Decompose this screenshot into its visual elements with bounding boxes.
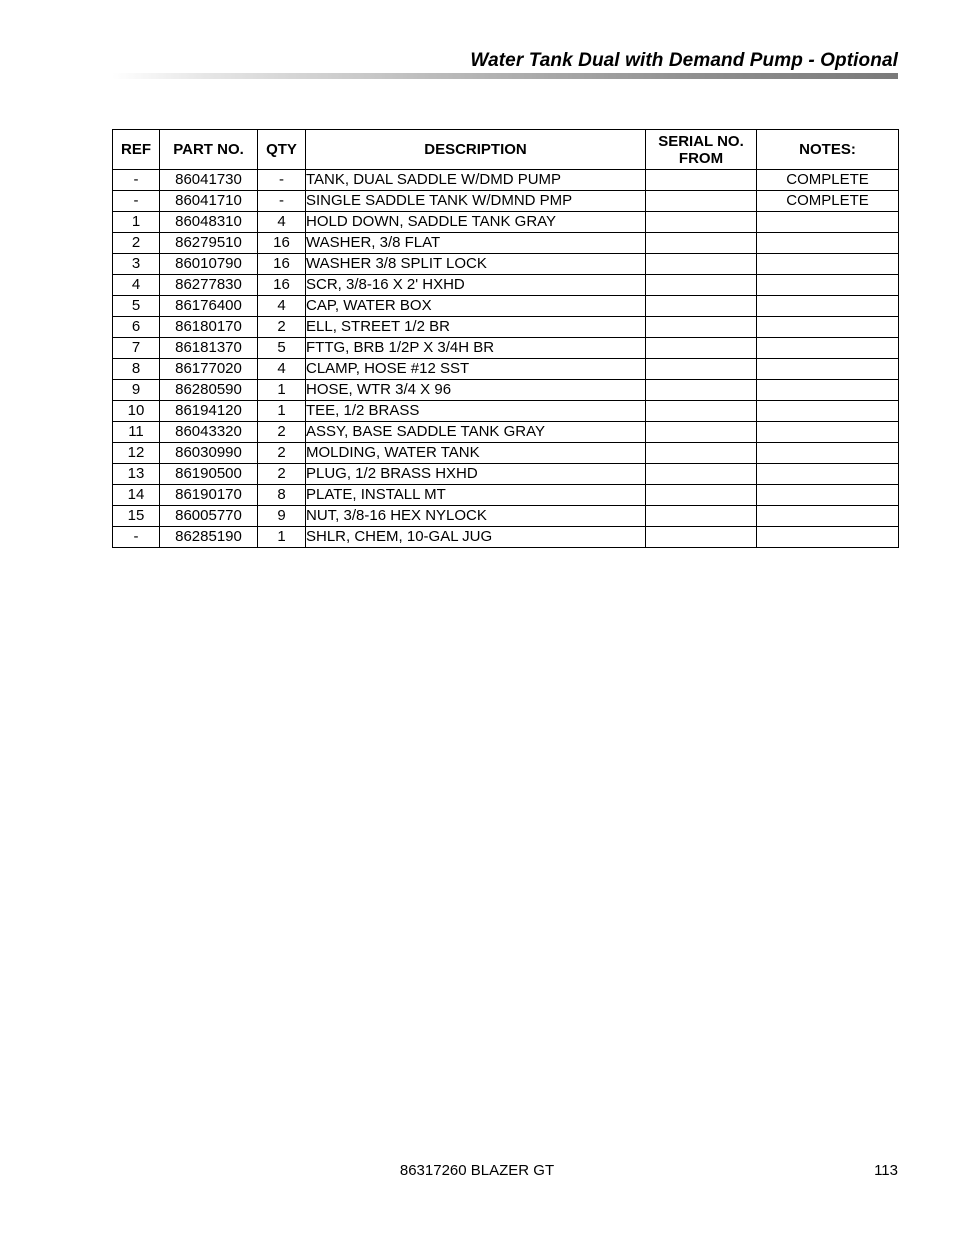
cell-notes <box>757 464 899 485</box>
cell-serial-from <box>646 338 757 359</box>
column-header-ref: REF <box>113 130 160 170</box>
cell-part-no: 86041710 <box>160 191 258 212</box>
cell-serial-from <box>646 317 757 338</box>
cell-description: WASHER, 3/8 FLAT <box>306 233 646 254</box>
page-title: Water Tank Dual with Demand Pump - Optional <box>470 50 898 71</box>
cell-serial-from <box>646 254 757 275</box>
cell-ref: 14 <box>113 485 160 506</box>
parts-table <box>112 129 899 548</box>
cell-description: CLAMP, HOSE #12 SST <box>306 359 646 380</box>
cell-qty: 2 <box>258 422 306 443</box>
cell-serial-from <box>646 401 757 422</box>
cell-qty: 4 <box>258 359 306 380</box>
cell-description: TEE, 1/2 BRASS <box>306 401 646 422</box>
cell-notes <box>757 422 899 443</box>
cell-part-no: 86043320 <box>160 422 258 443</box>
cell-notes <box>757 275 899 296</box>
cell-qty: 16 <box>258 275 306 296</box>
cell-part-no: 86190170 <box>160 485 258 506</box>
cell-serial-from <box>646 212 757 233</box>
cell-ref: 7 <box>113 338 160 359</box>
cell-ref: 12 <box>113 443 160 464</box>
cell-description: HOSE, WTR 3/4 X 96 <box>306 380 646 401</box>
cell-ref: 13 <box>113 464 160 485</box>
table-row <box>113 191 899 212</box>
cell-serial-from <box>646 443 757 464</box>
cell-serial-from <box>646 422 757 443</box>
table-header-row <box>113 130 899 170</box>
column-header-description: DESCRIPTION <box>306 130 646 170</box>
cell-notes <box>757 296 899 317</box>
cell-serial-from <box>646 170 757 191</box>
cell-qty: 2 <box>258 317 306 338</box>
cell-ref: 5 <box>113 296 160 317</box>
cell-description: PLATE, INSTALL MT <box>306 485 646 506</box>
column-header-notes: NOTES: <box>757 130 899 170</box>
table-row <box>113 338 899 359</box>
cell-ref: 15 <box>113 506 160 527</box>
cell-notes <box>757 212 899 233</box>
table-row <box>113 464 899 485</box>
cell-part-no: 86280590 <box>160 380 258 401</box>
cell-notes <box>757 506 899 527</box>
cell-part-no: 86041730 <box>160 170 258 191</box>
cell-qty: 2 <box>258 443 306 464</box>
cell-description: NUT, 3/8-16 HEX NYLOCK <box>306 506 646 527</box>
cell-part-no: 86048310 <box>160 212 258 233</box>
cell-notes <box>757 317 899 338</box>
cell-notes <box>757 254 899 275</box>
cell-qty: - <box>258 191 306 212</box>
table-row <box>113 233 899 254</box>
cell-part-no: 86180170 <box>160 317 258 338</box>
column-header-qty: QTY <box>258 130 306 170</box>
cell-description: HOLD DOWN, SADDLE TANK GRAY <box>306 212 646 233</box>
cell-description: PLUG, 1/2 BRASS HXHD <box>306 464 646 485</box>
cell-part-no: 86005770 <box>160 506 258 527</box>
cell-qty: 16 <box>258 233 306 254</box>
table-row <box>113 527 899 548</box>
cell-ref: 11 <box>113 422 160 443</box>
cell-part-no: 86010790 <box>160 254 258 275</box>
cell-qty: 4 <box>258 212 306 233</box>
cell-ref: 9 <box>113 380 160 401</box>
table-row <box>113 296 899 317</box>
cell-qty: 4 <box>258 296 306 317</box>
cell-ref: 3 <box>113 254 160 275</box>
cell-qty: 1 <box>258 401 306 422</box>
cell-description: ASSY, BASE SADDLE TANK GRAY <box>306 422 646 443</box>
cell-qty: 9 <box>258 506 306 527</box>
column-header-serial-from: SERIAL NO. FROM <box>646 130 757 170</box>
cell-description: MOLDING, WATER TANK <box>306 443 646 464</box>
table-row <box>113 380 899 401</box>
cell-notes <box>757 233 899 254</box>
cell-part-no: 86277830 <box>160 275 258 296</box>
cell-qty: 1 <box>258 527 306 548</box>
cell-notes <box>757 359 899 380</box>
cell-qty: 5 <box>258 338 306 359</box>
cell-serial-from <box>646 296 757 317</box>
cell-qty: 1 <box>258 380 306 401</box>
cell-ref: - <box>113 191 160 212</box>
cell-notes: COMPLETE <box>757 170 899 191</box>
cell-notes <box>757 527 899 548</box>
cell-description: CAP, WATER BOX <box>306 296 646 317</box>
cell-serial-from <box>646 527 757 548</box>
cell-notes <box>757 380 899 401</box>
cell-ref: - <box>113 170 160 191</box>
table-row <box>113 170 899 191</box>
table-row <box>113 443 899 464</box>
table-row <box>113 254 899 275</box>
cell-ref: 1 <box>113 212 160 233</box>
cell-ref: 4 <box>113 275 160 296</box>
cell-notes <box>757 401 899 422</box>
cell-serial-from <box>646 464 757 485</box>
table-row <box>113 317 899 338</box>
cell-serial-from <box>646 359 757 380</box>
cell-part-no: 86177020 <box>160 359 258 380</box>
cell-qty: 8 <box>258 485 306 506</box>
parts-table-body <box>113 170 899 548</box>
cell-description: ELL, STREET 1/2 BR <box>306 317 646 338</box>
table-row <box>113 401 899 422</box>
cell-notes <box>757 443 899 464</box>
cell-part-no: 86181370 <box>160 338 258 359</box>
table-row <box>113 506 899 527</box>
title-rule <box>112 73 898 79</box>
cell-description: TANK, DUAL SADDLE W/DMD PUMP <box>306 170 646 191</box>
cell-part-no: 86194120 <box>160 401 258 422</box>
column-header-part-no: PART NO. <box>160 130 258 170</box>
cell-part-no: 86285190 <box>160 527 258 548</box>
table-row <box>113 212 899 233</box>
cell-serial-from <box>646 275 757 296</box>
cell-description: SHLR, CHEM, 10-GAL JUG <box>306 527 646 548</box>
cell-part-no: 86279510 <box>160 233 258 254</box>
table-row <box>113 422 899 443</box>
footer-page-number: 113 <box>874 1162 898 1179</box>
cell-serial-from <box>646 233 757 254</box>
table-row <box>113 485 899 506</box>
cell-serial-from <box>646 380 757 401</box>
cell-ref: 6 <box>113 317 160 338</box>
table-row <box>113 359 899 380</box>
cell-description: SCR, 3/8-16 X 2' HXHD <box>306 275 646 296</box>
cell-qty: 16 <box>258 254 306 275</box>
cell-serial-from <box>646 485 757 506</box>
cell-ref: 10 <box>113 401 160 422</box>
cell-qty: 2 <box>258 464 306 485</box>
cell-part-no: 86190500 <box>160 464 258 485</box>
cell-ref: 2 <box>113 233 160 254</box>
cell-qty: - <box>258 170 306 191</box>
cell-serial-from <box>646 191 757 212</box>
cell-notes: COMPLETE <box>757 191 899 212</box>
cell-description: SINGLE SADDLE TANK W/DMND PMP <box>306 191 646 212</box>
cell-notes <box>757 338 899 359</box>
cell-ref: 8 <box>113 359 160 380</box>
cell-ref: - <box>113 527 160 548</box>
cell-part-no: 86176400 <box>160 296 258 317</box>
table-row <box>113 275 899 296</box>
cell-notes <box>757 485 899 506</box>
cell-part-no: 86030990 <box>160 443 258 464</box>
footer-document-id: 86317260 BLAZER GT <box>399 1162 555 1179</box>
cell-serial-from <box>646 506 757 527</box>
cell-description: FTTG, BRB 1/2P X 3/4H BR <box>306 338 646 359</box>
cell-description: WASHER 3/8 SPLIT LOCK <box>306 254 646 275</box>
